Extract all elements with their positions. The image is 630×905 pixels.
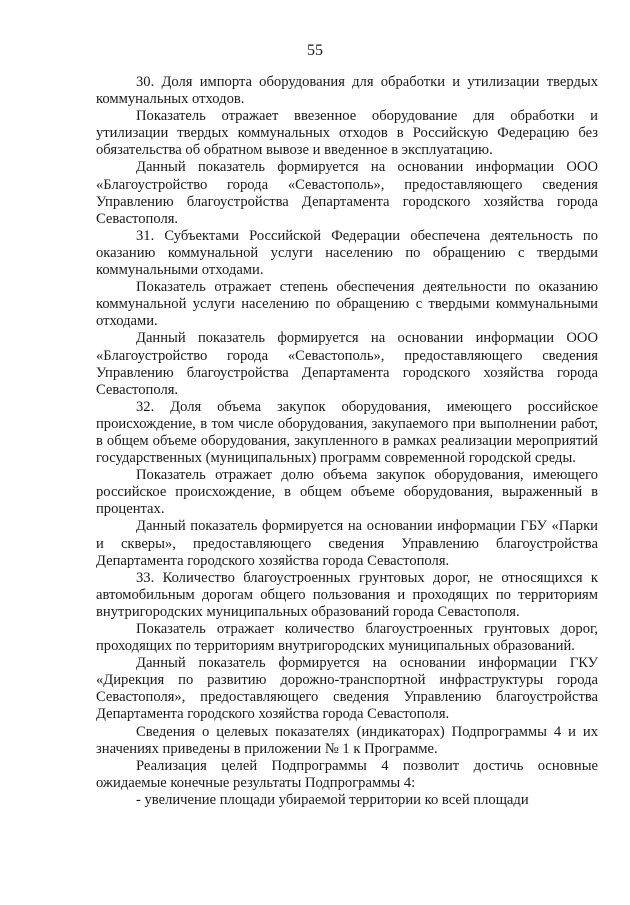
paragraph-item-32-description: Показатель отражает долю объема закупок оборудования, имеющего российское происхождение, в общем объеме оборудования, выраженный в процентах. (96, 467, 598, 518)
paragraph-item-31-description: Показатель отражает степень обеспечения деятельности по оказанию коммунальной услуги населению по обращению с твердыми коммунальными отходами. (96, 279, 598, 330)
paragraph-item-31-title: 31. Субъектами Российской Федерации обеспечена деятельность по оказанию коммунальной услуги населению по обращению с твердыми коммунальными отходами. (96, 227, 598, 279)
paragraph-targets-reference: Сведения о целевых показателях (индикаторах) Подпрограммы 4 и их значениях приведены в приложении № 1 к Программе. (96, 723, 598, 757)
document-body (96, 74, 598, 809)
paragraph-item-32-source: Данный показатель формируется на основании информации ГБУ «Парки и скверы», предоставляющего сведения Управлению благоустройства Департамента городского хозяйства города Севастополя. (96, 518, 598, 569)
page-number: 55 (307, 42, 323, 59)
paragraph-item-31-source: Данный показатель формируется на основании информации ООО «Благоустройство города «Севастополь», предоставляющего сведения Управлению благоустройства Департамента городского хозяйства города Севастополя. (96, 330, 598, 398)
paragraph-item-33-description: Показатель отражает количество благоустроенных грунтовых дорог, проходящих по территориям внутригородских муниципальных образований. (96, 621, 598, 655)
paragraph-item-30-source: Данный показатель формируется на основании информации ООО «Благоустройство города «Севастополь», предоставляющего сведения Управлению благоустройства Департамента городского хозяйства города Севастополя. (96, 159, 598, 227)
paragraph-item-30-title: 30. Доля импорта оборудования для обработки и утилизации твердых коммунальных отходов. (96, 74, 598, 108)
paragraph-item-32-title: 32. Доля объема закупок оборудования, имеющего российское происхождение, в том числе оборудования, закупаемого при выполнении работ, в общем объеме оборудования, закупленного в рамках реализации мероприятий государственных (муниципальных) программ современной городской среды. (96, 398, 598, 467)
paragraph-item-33-source: Данный показатель формируется на основании информации ГКУ «Дирекция по развитию дорожно-транспортной инфраструктуры города Севастополя», предоставляющего сведения Управлению благоустройства Департамента городского хозяйства города Севастополя. (96, 655, 598, 723)
paragraph-result-list-item: - увеличение площади убираемой территории ко всей площади (136, 791, 529, 808)
paragraph-item-30-description: Показатель отражает ввезенное оборудование для обработки и утилизации твердых коммунальных отходов в Российскую Федерацию без обязательства об обратном вывозе и введенное в эксплуатацию. (96, 108, 598, 159)
paragraph-expected-results: Реализация целей Подпрограммы 4 позволит достичь основные ожидаемые конечные результаты Подпрограммы 4: (96, 757, 598, 791)
paragraph-item-33-title: 33. Количество благоустроенных грунтовых дорог, не относящихся к автомобильным дорогам общего пользования и проходящих по территориям внутригородских муниципальных образований города Севастополя. (96, 569, 598, 620)
